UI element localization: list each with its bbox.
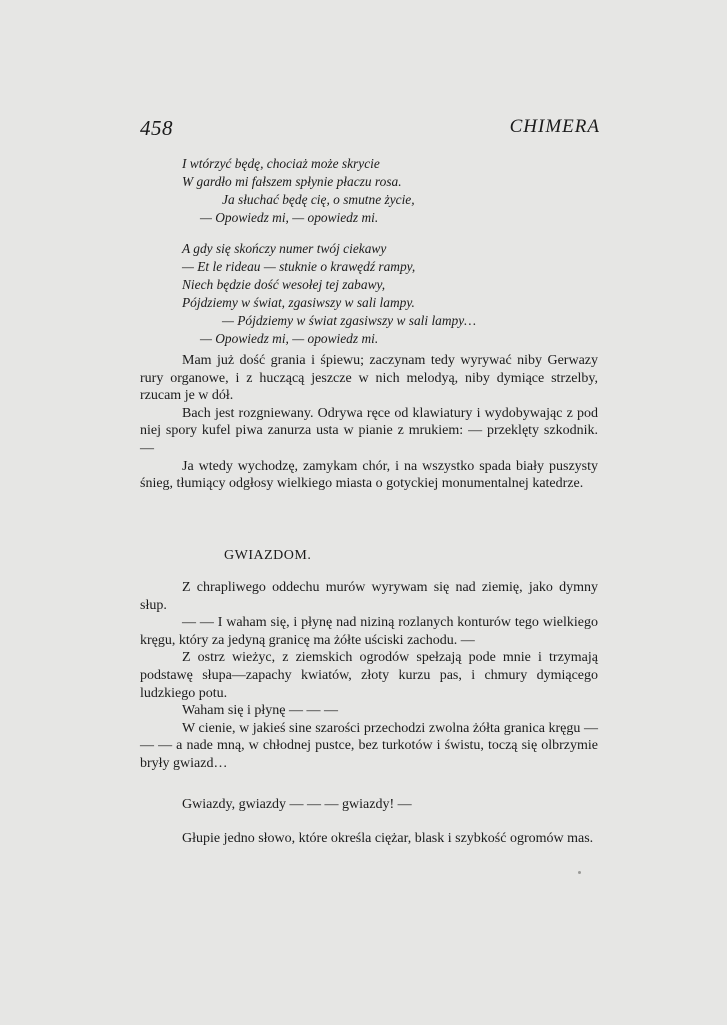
prose-block-2 [140,579,598,773]
poem-line: — Et le rideau — stuknie o krawędź rampy, [182,259,416,274]
page-header [140,116,600,140]
poem-line: — Opowiedz mi, — opowiedz mi. [200,210,379,225]
paragraph: Z chrapliwego oddechu murów wyrywam się nad ziemię, jako dymny słup. [140,580,598,613]
paragraph: W cienie, w jakieś sine szarości przechodzi zwolna żółta granica kręgu — — — a nade mną, w chłodnej pustce, bez turkotów i świstu, toczą się olbrzymie bryły gwiazd… [140,720,598,771]
paper-speck [578,871,581,874]
poem-line: W gardło mi fałszem spłynie płaczu rosa. [182,174,402,189]
poem-line: — Pójdziemy w świat zgasiwszy w sali lampy… [222,313,477,328]
section-title: GWIAZDOM. [224,548,312,563]
poem-line: I wtórzyć będę, chociaż może skrycie [182,156,380,171]
paragraph: Waham się i płynę — — — [182,703,338,719]
page-number: 458 [140,116,173,140]
poem-line: Pójdziemy w świat, zgasiwszy w sali lampy. [182,295,415,310]
poem-line: — Opowiedz mi, — opowiedz mi. [200,331,379,346]
paragraph: — — I waham się, i płynę nad niziną rozlanych konturów tego wielkiego kręgu, który za jedyną granicę ma żółte uściski zachodu. — [140,615,598,648]
poem-line: A gdy się skończy numer twój ciekawy [182,241,387,256]
poem-line: Ja słuchać będę cię, o smutne życie, [222,192,415,207]
closing-block [140,830,598,848]
paragraph: Mam już dość grania i śpiewu; zaczynam tedy wyrywać niby Gerwazy rury organowe, i z huczącą jeszcze w nich melodyą, niby dymiące strzelby, rzucam je w dół. [140,353,598,404]
prose-block-1 [140,352,598,493]
paragraph: Ja wtedy wychodzę, zamykam chór, i na wszystko spada biały puszysty śnieg, tłumiący odgłosy wielkiego miasta o gotyckiej monumentalnej katedrze. [140,458,598,492]
exclamation-block [140,796,598,814]
closing-paragraph: Głupie jedno słowo, które określa ciężar, blask i szybkość ogromów mas. [182,831,594,846]
paragraph: Z ostrz wieżyc, z ziemskich ogrodów spełzają pode mnie i trzymają podstawę słupa—zapachy kwiatów, złoty kurzu pas, i chmury dymiącego ludzkiego potu. [140,650,598,701]
exclamation: Gwiazdy, gwiazdy — — — gwiazdy! — [182,797,412,812]
paragraph: Bach jest rozgniewany. Odrywa ręce od klawiatury i wydobywając z pod niej spory kufel piwa zanurza usta w pianie z mrukiem: — przeklęty szkodnik. — [140,405,598,456]
poem-line: Niech będzie dość wesołej tej zabawy, [182,277,386,292]
running-title: CHIMERA [509,116,600,137]
